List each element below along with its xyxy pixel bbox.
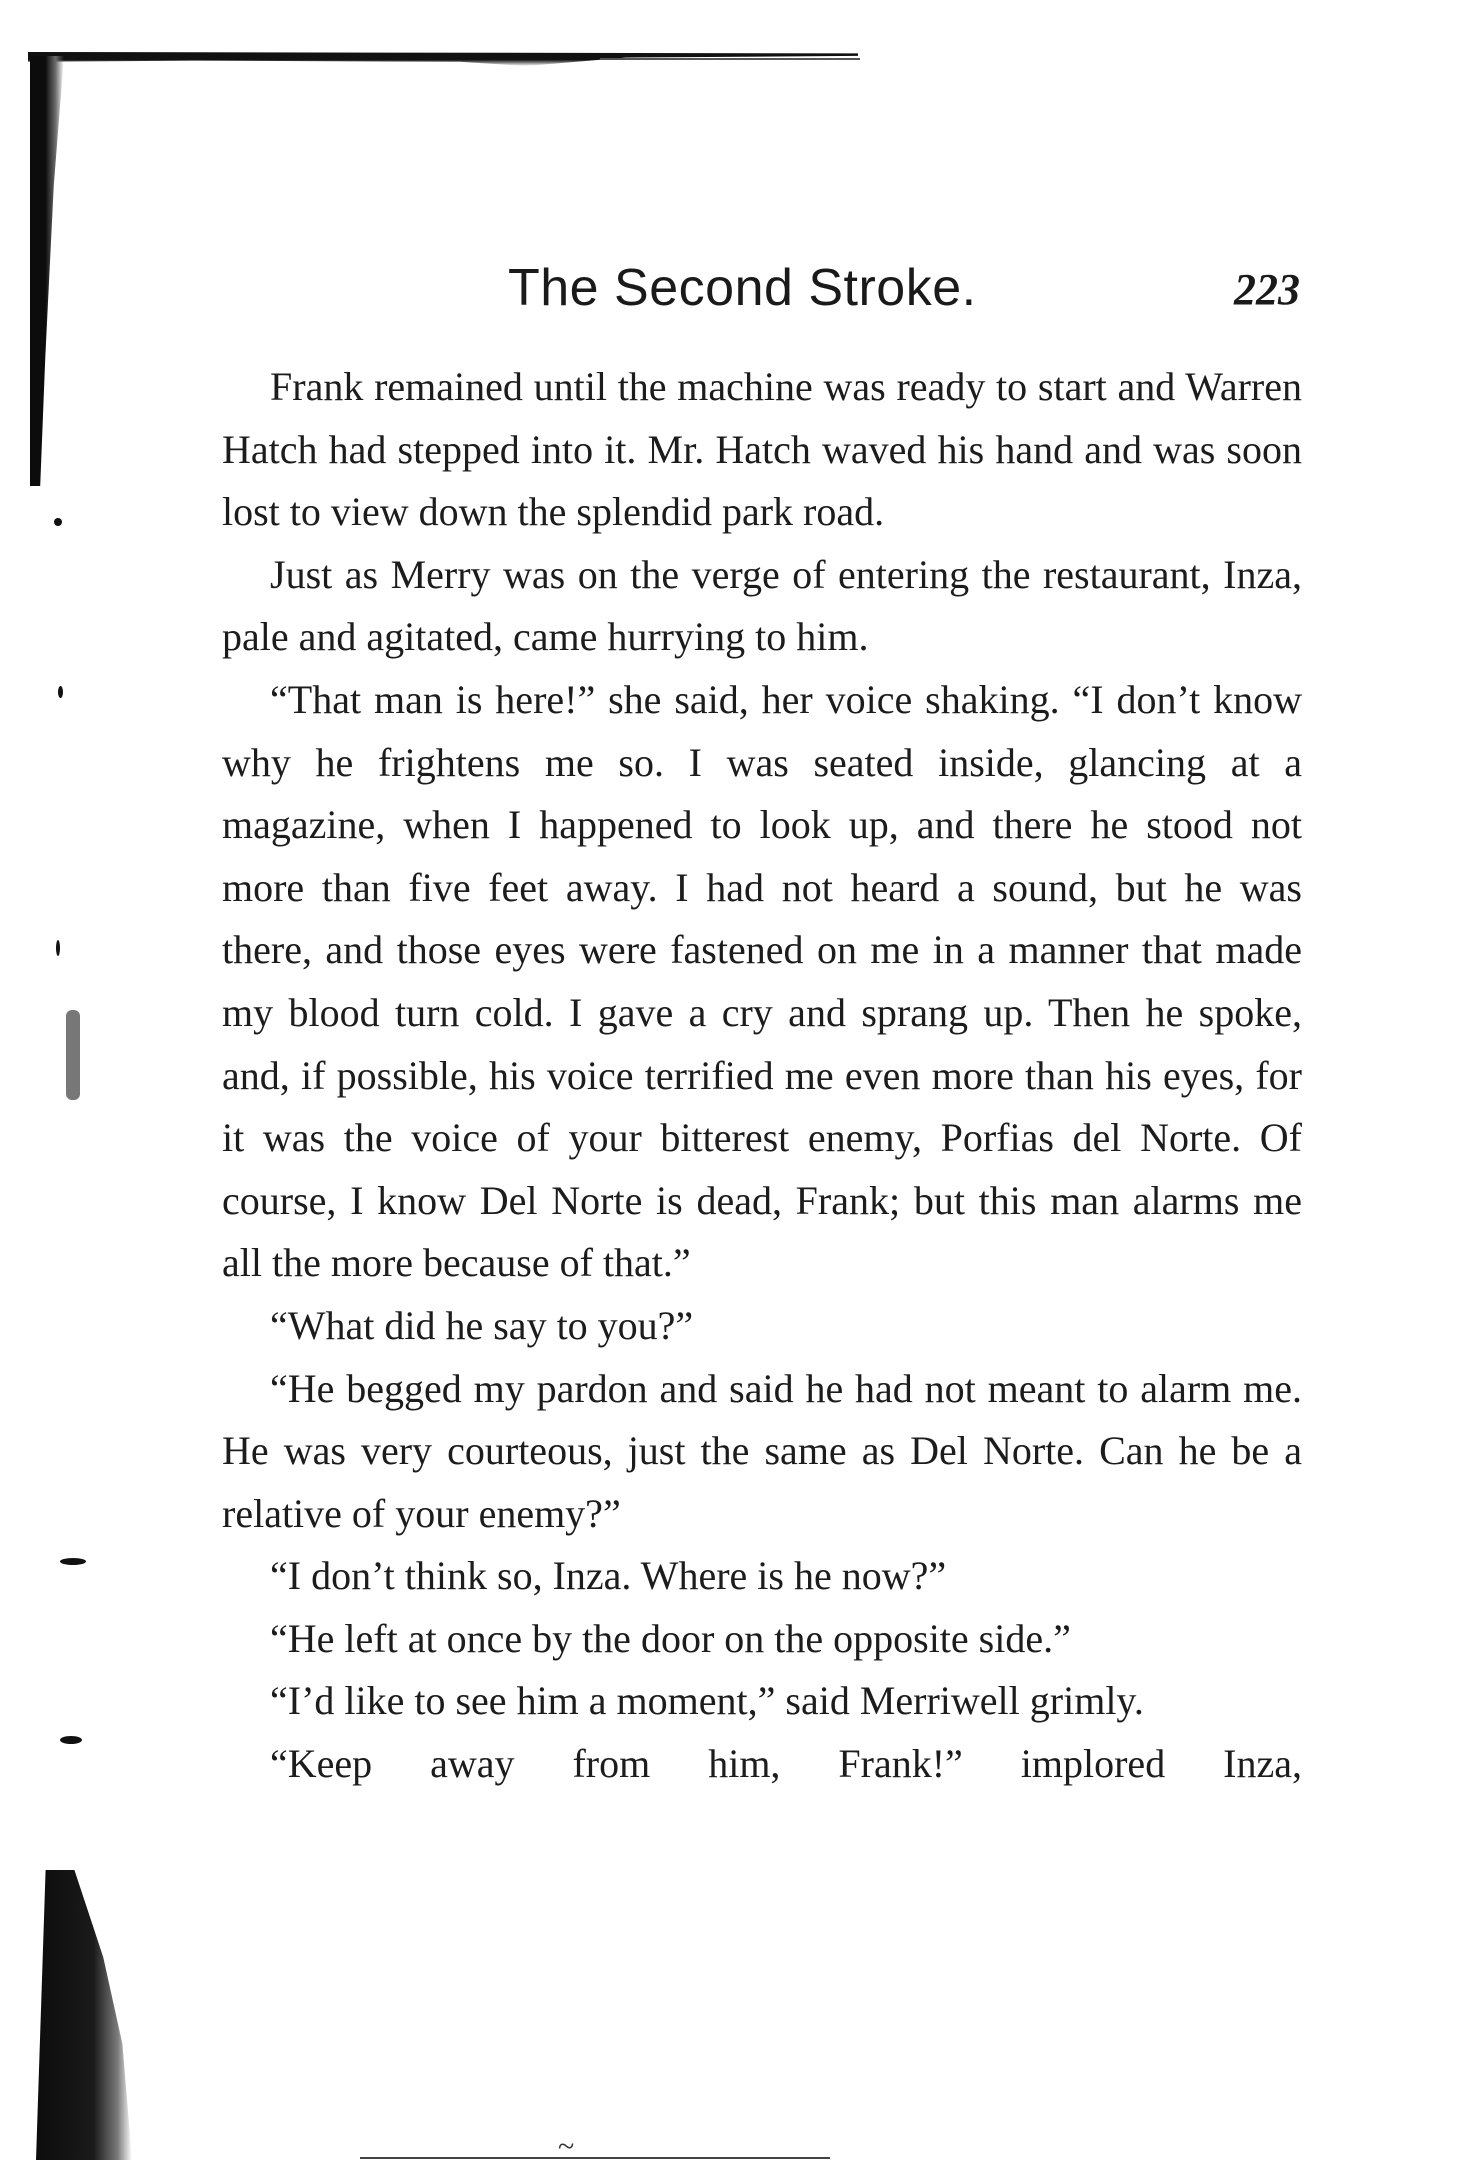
scan-speck (60, 1558, 86, 1565)
page-number: 223 (1234, 265, 1300, 314)
page-title: The Second Stroke. (508, 259, 977, 317)
scan-speck (60, 1736, 82, 1744)
body-text (222, 356, 1302, 1796)
scan-border-bottom (360, 2157, 830, 2159)
paragraph: “That man is here!” she said, her voice shaking. “I don’t know why he frightens me so. I was seated inside, glancing at a magazine, when I happened to look up, and there he stood not more than five feet away. I had not heard a sound, but he was there, and those eyes were fastened on me in a manner that made my blood turn cold. I gave a cry and sprang up. Then he spoke, and, if possible, his voice terrified me even more than his eyes, for it was the voice of your bitterest enemy, Porfias del Norte. Of course, I know Del Norte is dead, Frank; but this man alarms me all the more because of that.” (222, 676, 1302, 1286)
paragraph: Frank remained until the machine was ready to start and Warren Hatch had stepped into it. Mr. Hatch waved his hand and was soon lost to view down the splendid park road. (222, 364, 1302, 535)
scan-border-top-line (600, 58, 860, 60)
scan-border-left (30, 56, 64, 486)
paragraph: “I’d like to see him a moment,” said Merriwell grimly. (270, 1678, 1144, 1724)
paragraph: “I don’t think so, Inza. Where is he now?” (270, 1553, 947, 1599)
paragraph: “Keep away from him, Frank!” implored Inza, (270, 1741, 1302, 1787)
scan-speck (58, 686, 63, 698)
paragraph: “He begged my pardon and said he had not meant to alarm me. He was very courteous, just the same as Del Norte. Can he be a relative of your enemy?” (222, 1365, 1302, 1536)
scan-speck (56, 940, 60, 956)
scan-speck (54, 518, 62, 526)
scan-speck (66, 1010, 80, 1100)
scan-mark: ~ (558, 2130, 575, 2163)
running-header (220, 258, 1300, 328)
paragraph: “He left at once by the door on the opposite side.” (270, 1615, 1071, 1661)
scan-border-left-bottom (36, 1870, 132, 2160)
paragraph: Just as Merry was on the verge of entering the restaurant, Inza, pale and agitated, came hurrying to him. (222, 551, 1302, 660)
paragraph: “What did he say to you?” (270, 1302, 694, 1348)
